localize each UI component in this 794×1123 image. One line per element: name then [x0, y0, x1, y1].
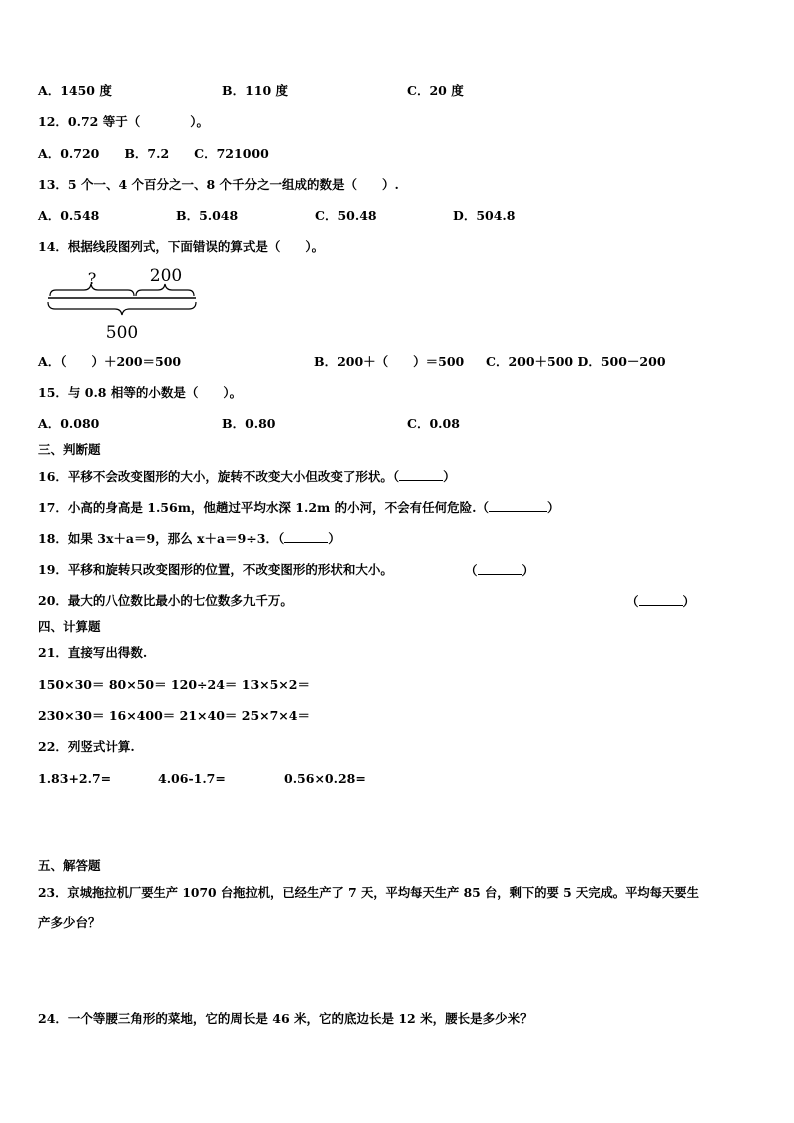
diagram-total-label: 500: [105, 323, 139, 343]
q14-option-cd: C．200＋500 D．500－200: [486, 354, 666, 369]
diagram-unknown-label: ?: [87, 269, 97, 288]
brace-part: [136, 284, 194, 296]
answer-blank[interactable]: [284, 530, 328, 543]
q15-stem: 15．与 0.8 相等的小数是（ ）。: [38, 385, 243, 400]
q15-option-a: A．0.080: [38, 416, 100, 431]
q14-option-a: A．（ ）＋200＝500: [38, 354, 182, 369]
q14-option-b: B．200＋（ ）＝500: [314, 354, 465, 369]
q19-close: ）: [521, 563, 535, 578]
q20-text: 20．最大的八位数比最小的七位数多九千万。: [38, 593, 293, 608]
brace-total: [48, 302, 196, 315]
q22-expr-3: 0.56×0.28=: [284, 771, 366, 786]
q24-text: 24．一个等腰三角形的菜地，它的周长是 46 米，它的底边长是 12 米，腰长是多少米？: [38, 1011, 533, 1026]
q17: [38, 499, 559, 516]
q20-open: （: [626, 594, 639, 609]
q16: [38, 468, 456, 485]
answer-blank[interactable]: [478, 562, 522, 575]
q21-stem: 21．直接写出得数.: [38, 645, 148, 660]
diagram-part-label: 200: [149, 266, 183, 286]
q18-text: 18．如果 3x＋a＝9，那么 x＋a＝9÷3．（: [38, 531, 285, 546]
q22-stem: 22．列竖式计算.: [38, 739, 135, 754]
q19-answer: [465, 562, 534, 579]
q13-option-c: C．50.48: [315, 208, 377, 223]
q17-text: 17．小高的身高是 1.56m，他趟过平均水深 1.2m 的小河，不会有任何危险.（: [38, 500, 489, 515]
q22-expr-2: 4.06-1.7=: [158, 771, 226, 786]
q15-option-c: C．0.08: [407, 416, 460, 431]
q11-option-a: A．1450 度: [38, 83, 112, 98]
q16-close: ）: [443, 469, 456, 484]
answer-blank[interactable]: [489, 499, 547, 512]
q13-option-a: A．0.548: [38, 208, 100, 223]
q12-stem: 12．0.72 等于（ ）。: [38, 114, 209, 129]
brace-unknown: [50, 284, 134, 296]
q21-row-2: 230×30＝ 16×400＝ 21×40＝ 25×7×4＝: [38, 708, 310, 723]
q17-close: ）: [546, 500, 560, 515]
q20-close: ）: [682, 594, 696, 609]
q11-option-c: C．20 度: [407, 83, 464, 98]
segment-diagram: [40, 262, 210, 346]
q13-option-b: B．5.048: [176, 208, 239, 223]
q14-stem: 14．根据线段图列式，下面错误的算式是（ ）。: [38, 239, 325, 254]
q20-answer: [626, 593, 695, 610]
q21-row-1: 150×30＝ 80×50＝ 120÷24＝ 13×5×2＝: [38, 677, 310, 692]
q19-open: （: [465, 563, 478, 578]
q11-option-b: B．110 度: [222, 83, 289, 98]
section-3-title: 三、判断题: [38, 442, 101, 457]
q23-line-1: 23．京城拖拉机厂要生产 1070 台拖拉机，已经生产了 7 天，平均每天生产 85 台，剩下的要 5 天完成。平均每天要生: [38, 885, 699, 900]
section-4-title: 四、计算题: [38, 619, 101, 634]
q15-option-b: B．0.80: [222, 416, 276, 431]
section-5-title: 五、解答题: [38, 858, 101, 873]
q22-expr-1: 1.83+2.7=: [38, 771, 112, 786]
q16-text: 16．平移不会改变图形的大小，旋转不改变大小但改变了形状。（: [38, 469, 400, 484]
q19-text: 19．平移和旋转只改变图形的位置，不改变图形的形状和大小。: [38, 562, 393, 577]
q18: [38, 530, 341, 547]
q23-line-2: 产多少台？: [38, 915, 101, 930]
q12-options: A．0.720 B．7.2 C．721000: [38, 146, 269, 161]
q13-stem: 13．5 个一、4 个百分之一、8 个千分之一组成的数是（ ）.: [38, 177, 399, 192]
q18-close: ）: [328, 531, 341, 546]
answer-blank[interactable]: [399, 468, 443, 481]
answer-blank[interactable]: [639, 593, 683, 606]
q13-option-d: D．504.8: [453, 208, 516, 223]
